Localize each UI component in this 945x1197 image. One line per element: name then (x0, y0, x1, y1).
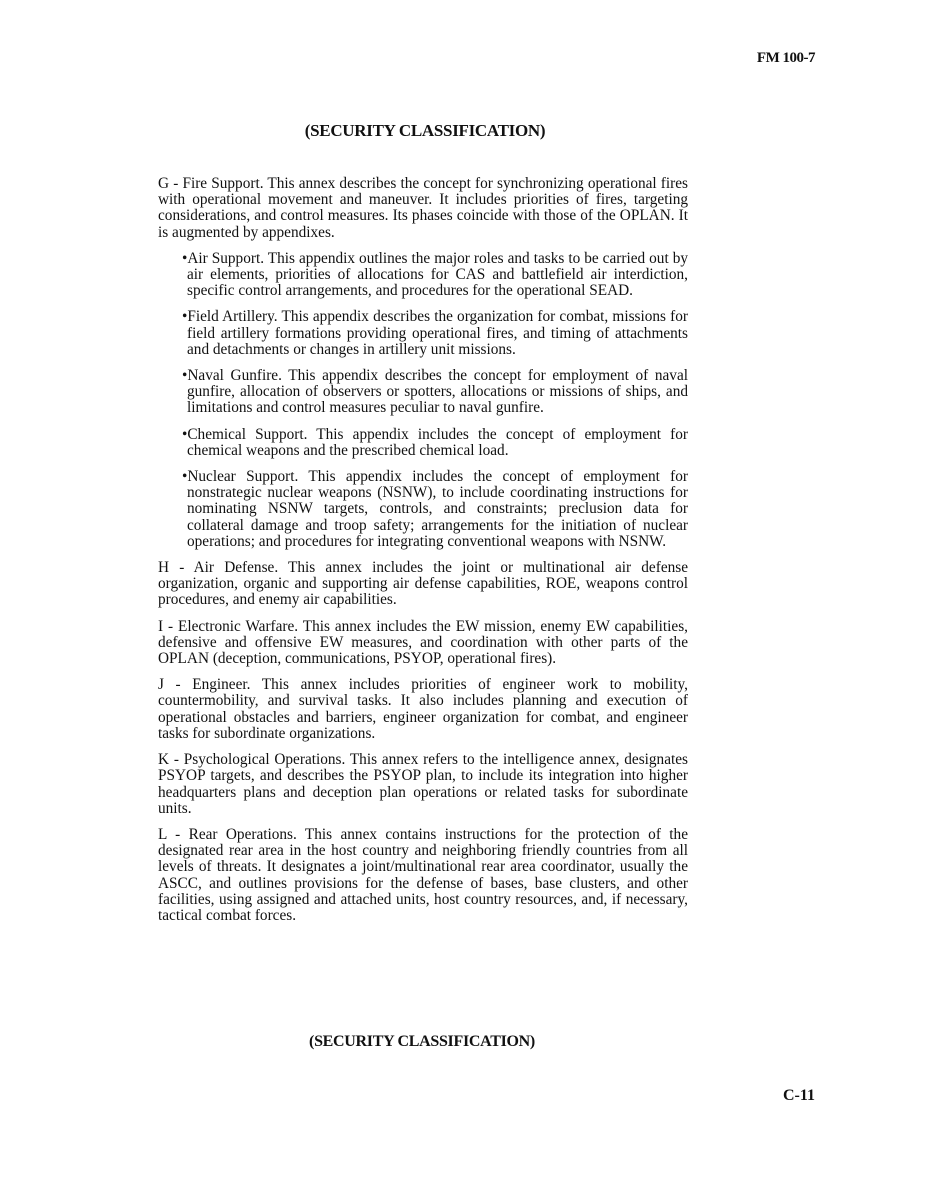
page-identifier: FM 100-7 (756, 50, 815, 66)
annex-j-engineer: J - Engineer. This annex includes priorities of engineer work to mobility, countermobility, and survival tasks. It also includes planning and execution of operational obstacles and barriers, engineer organization for combat, and engineer tasks for subordinate organizations. (158, 676, 688, 742)
annex-l-rear-operations: L - Rear Operations. This annex contains instructions for the protection of the designated rear area in the host country and neighboring friendly countries from all levels of threats. It designates a joint/multinational rear area coordinator, usually the ASCC, and outlines provisions for the defense of bases, base clusters, and other facilities, using assigned and attached units, host country resources, and, if necessary, tactical combat forces. (158, 825, 688, 924)
appendix-field-artillery: •Field Artillery. This appendix describes the organization for combat, missions for field artillery formations providing operational fires, and timing of attachments and detachments or changes in artillery unit missions. (182, 308, 688, 358)
annex-k-psychological-operations: K - Psychological Operations. This annex refers to the intelligence annex, designates PSYOP targets, and describes the PSYOP plan, to include its integration into higher headquarters plans and deception plan operations or related tasks for subordinate units. (158, 751, 688, 817)
annex-g-fire-support: G - Fire Support. This annex describes the concept for synchronizing operational fires with operational movement and maneuver. It includes priorities of fires, targeting considerations, and control measures. Its phases coincide with those of the OPLAN. It is augmented by appendixes. (158, 175, 688, 241)
page-number: C-11 (783, 1087, 815, 1104)
security-classification-top: (SECURITY CLASSIFICATION) (304, 121, 546, 140)
document-body (158, 176, 688, 934)
appendix-nuclear-support: •Nuclear Support. This appendix includes the concept of employment for nonstrategic nuclear weapons (NSNW), to include coordinating instructions for nominating NSNW targets, controls, and constraints; preclusion data for collateral damage and troop safety; arrangements for the initiation of nuclear operations; and procedures for integrating conventional weapons with NSNW. (182, 468, 688, 550)
annex-i-electronic-warfare: I - Electronic Warfare. This annex includes the EW mission, enemy EW capabilities, defensive and offensive EW measures, and coordination with other parts of the OPLAN (deception, communications, PSYOP, operational fires). (158, 617, 688, 668)
appendix-naval-gunfire: •Naval Gunfire. This appendix describes the concept for employment of naval gunfire, allocation of observers or spotters, allocations or missions of ships, and limitations and control measures peculiar to naval gunfire. (182, 367, 688, 417)
annex-h-air-defense: H - Air Defense. This annex includes the joint or multinational air defense organization, organic and supporting air defense capabilities, ROE, weapons control procedures, and enemy air capabilities. (158, 559, 688, 609)
appendix-chemical-support: •Chemical Support. This appendix includes the concept of employment for chemical weapons and the prescribed chemical load. (182, 425, 688, 459)
security-classification-bottom: (SECURITY CLASSIFICATION) (309, 1033, 535, 1050)
appendix-air-support: •Air Support. This appendix outlines the major roles and tasks to be carried out by air elements, priorities of allocations for CAS and battlefield air interdiction, specific control arrangements, and procedures for the operational SEAD. (182, 249, 688, 300)
fire-support-appendix-list (158, 251, 688, 550)
